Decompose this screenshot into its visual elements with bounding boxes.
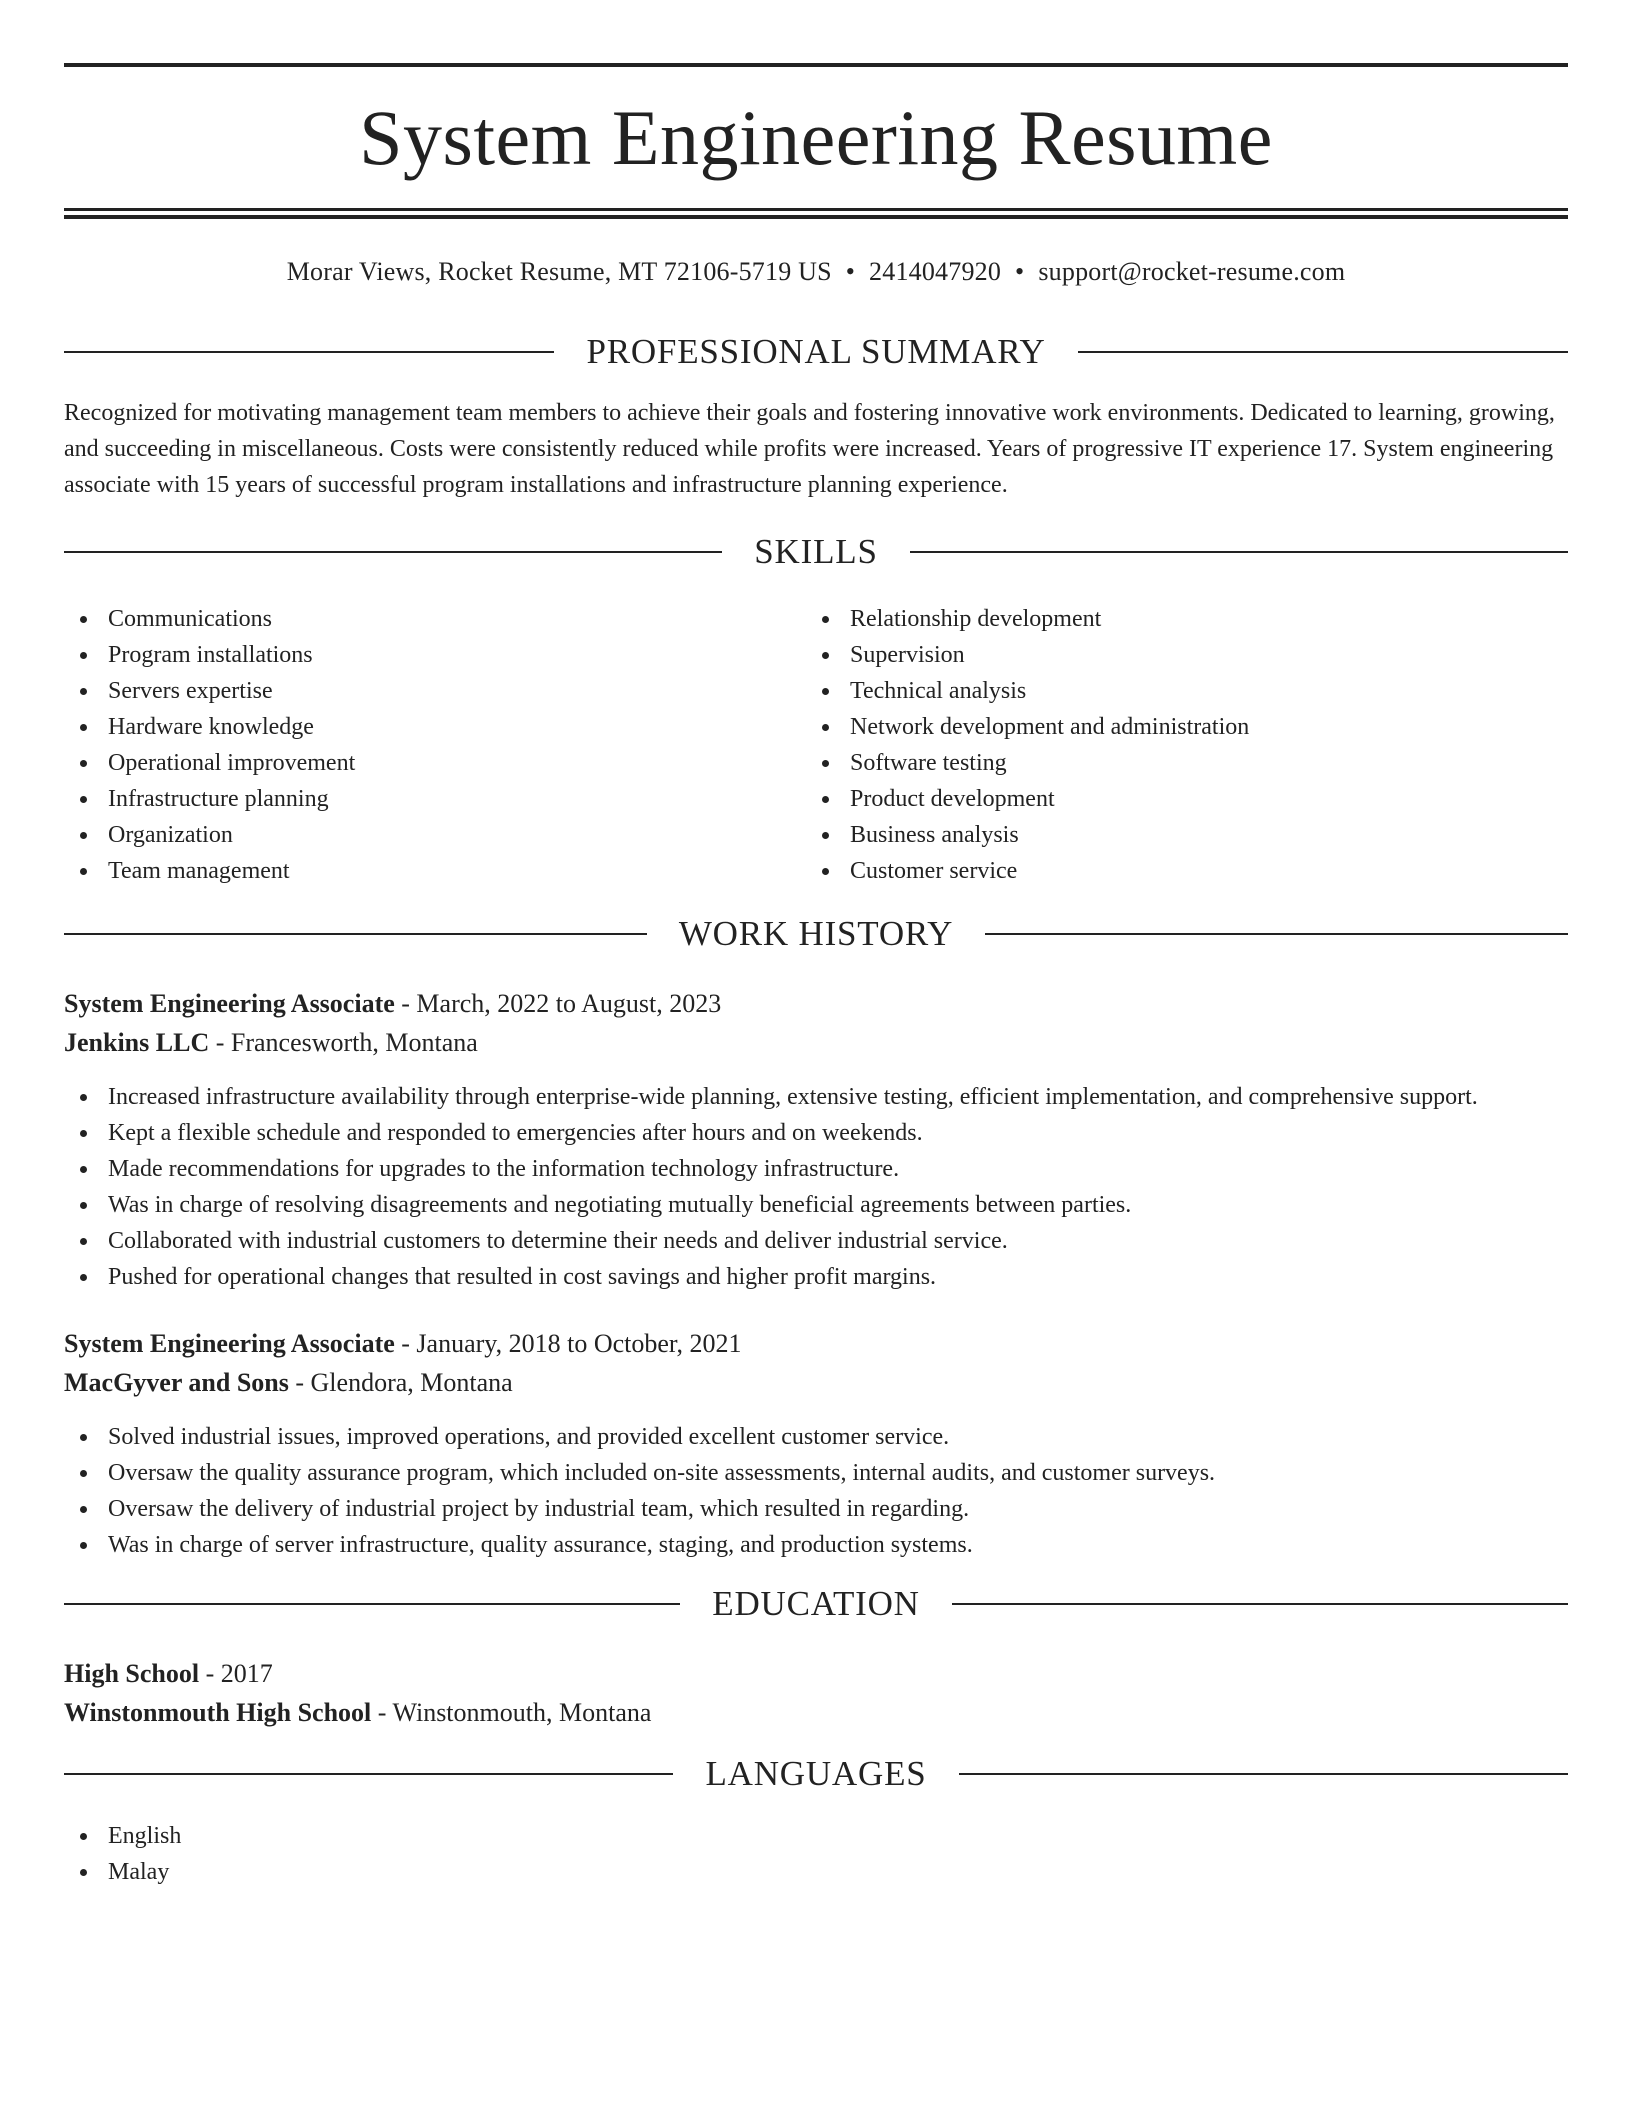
job-title: System Engineering Associate <box>64 1329 395 1358</box>
section-rule-right <box>985 933 1568 935</box>
job-bullet: Kept a flexible schedule and responded to emergencies after hours and on weekends. <box>64 1115 1568 1151</box>
skill-item: Program installations <box>64 637 784 673</box>
job-company: MacGyver and Sons <box>64 1368 289 1397</box>
section-rule-left <box>64 351 554 353</box>
education-school: Winstonmouth High School <box>64 1698 372 1727</box>
contact-line <box>64 254 1568 290</box>
education-degree-line <box>64 1655 1568 1693</box>
section-header-summary <box>64 330 1568 374</box>
job-bullet: Collaborated with industrial customers to determine their needs and deliver industrial service. <box>64 1223 1568 1259</box>
skill-item: Supervision <box>806 637 1526 673</box>
section-rule-left <box>64 1773 673 1775</box>
section-title-languages: LANGUAGES <box>705 1754 927 1793</box>
section-header-education <box>64 1582 1568 1626</box>
education-location: - Winstonmouth, Montana <box>377 1698 652 1727</box>
section-rule-right <box>952 1603 1568 1605</box>
skill-item: Operational improvement <box>64 745 784 781</box>
job-bullets <box>64 1079 1568 1295</box>
education-school-line <box>64 1694 1568 1732</box>
job-dates: - March, 2022 to August, 2023 <box>401 989 722 1018</box>
job-bullet: Pushed for operational changes that resulted in cost savings and higher profit margins. <box>64 1259 1568 1295</box>
job-title-line <box>64 985 1568 1023</box>
skill-item: Organization <box>64 817 784 853</box>
section-title-summary: PROFESSIONAL SUMMARY <box>586 332 1046 371</box>
job-bullet: Was in charge of resolving disagreements and negotiating mutually beneficial agreements between parties. <box>64 1187 1568 1223</box>
contact-address: Morar Views, Rocket Resume, MT 72106-5719 US <box>286 257 832 286</box>
job-bullet: Oversaw the quality assurance program, which included on-site assessments, internal audits, and customer surveys. <box>64 1455 1568 1491</box>
job-dates: - January, 2018 to October, 2021 <box>401 1329 742 1358</box>
contact-phone: 2414047920 <box>869 257 1002 286</box>
section-rule-left <box>64 551 722 553</box>
header-double-rule-lower <box>64 215 1568 219</box>
contact-separator: • <box>845 257 856 286</box>
job-title-line <box>64 1325 1568 1363</box>
education-degree: High School <box>64 1659 200 1688</box>
job-bullet: Was in charge of server infrastructure, quality assurance, staging, and production systems. <box>64 1527 1568 1563</box>
language-item: Malay <box>64 1854 1568 1890</box>
skill-item: Product development <box>806 781 1526 817</box>
skill-item: Network development and administration <box>806 709 1526 745</box>
languages-list <box>64 1818 1568 1890</box>
job-bullet: Oversaw the delivery of industrial project by industrial team, which resulted in regarding. <box>64 1491 1568 1527</box>
language-item: English <box>64 1818 1568 1854</box>
job-location: - Francesworth, Montana <box>215 1028 478 1057</box>
job-company: Jenkins LLC <box>64 1028 210 1057</box>
skill-item: Team management <box>64 853 784 889</box>
resume-title: System Engineering Resume <box>359 94 1273 181</box>
section-rule-left <box>64 1603 680 1605</box>
contact-separator: • <box>1015 257 1025 286</box>
section-title-work-history: WORK HISTORY <box>678 914 954 953</box>
section-header-work-history <box>64 912 1568 956</box>
skills-list-left <box>64 601 784 889</box>
section-rule-right <box>959 1773 1568 1775</box>
section-rule-right <box>1078 351 1568 353</box>
section-rule-left <box>64 933 647 935</box>
skill-item: Customer service <box>806 853 1526 889</box>
skill-item: Business analysis <box>806 817 1526 853</box>
contact-email: support@rocket-resume.com <box>1038 257 1346 286</box>
section-title-education: EDUCATION <box>712 1584 920 1623</box>
job-bullets <box>64 1419 1568 1563</box>
skill-item: Software testing <box>806 745 1526 781</box>
job-title: System Engineering Associate <box>64 989 395 1018</box>
skill-item: Communications <box>64 601 784 637</box>
job-company-line <box>64 1024 1568 1062</box>
education-year: - 2017 <box>205 1659 273 1688</box>
skill-item: Technical analysis <box>806 673 1526 709</box>
skill-item: Relationship development <box>806 601 1526 637</box>
header-double-rule-upper <box>64 208 1568 211</box>
header-top-rule <box>64 63 1568 67</box>
job-bullet: Increased infrastructure availability through enterprise-wide planning, extensive testing, efficient implementation, and comprehensive support. <box>64 1079 1568 1115</box>
skill-item: Hardware knowledge <box>64 709 784 745</box>
job-bullet: Made recommendations for upgrades to the information technology infrastructure. <box>64 1151 1568 1187</box>
job-bullet: Solved industrial issues, improved operations, and provided excellent customer service. <box>64 1419 1568 1455</box>
skills-list-right <box>806 601 1526 889</box>
section-rule-right <box>910 551 1568 553</box>
job-location: - Glendora, Montana <box>295 1368 513 1397</box>
section-header-languages <box>64 1752 1568 1796</box>
skill-item: Servers expertise <box>64 673 784 709</box>
skill-item: Infrastructure planning <box>64 781 784 817</box>
job-company-line <box>64 1364 1568 1402</box>
summary-text: Recognized for motivating management team members to achieve their goals and fostering innovative work environments. Dedicated to learning, growing, and succeeding in miscellaneous. Costs were consistently reduced while profits were increased. Years of progressive IT experience 17. System engineering associate with 15 years of successful program installations and infrastructure planning experience. <box>64 400 1555 498</box>
section-title-skills: SKILLS <box>754 532 878 571</box>
section-header-skills <box>64 530 1568 574</box>
